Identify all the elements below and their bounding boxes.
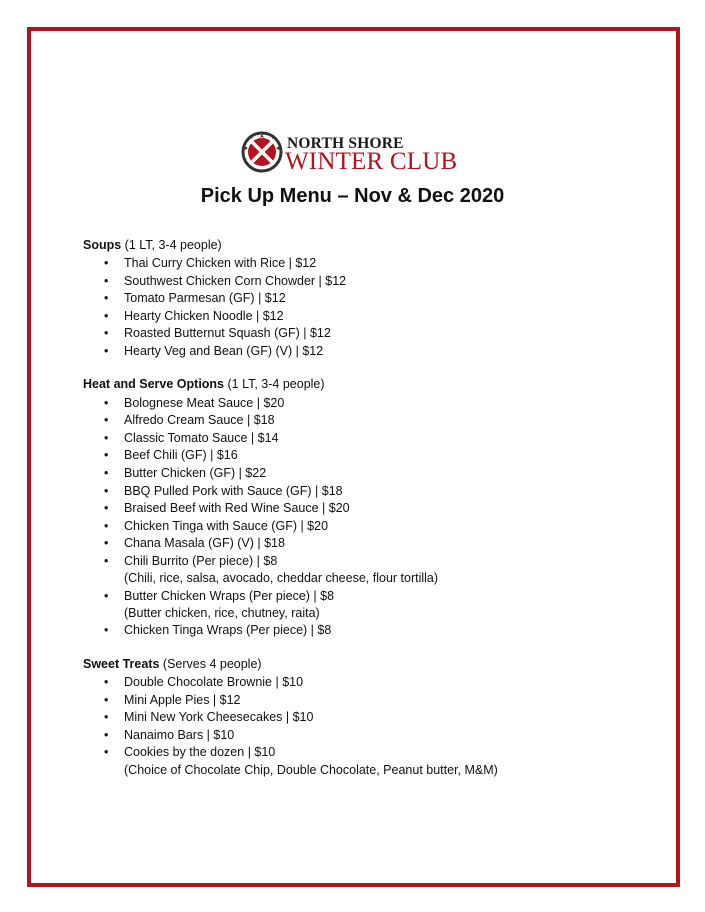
item-text: Double Chocolate Brownie | $10	[124, 675, 304, 689]
item-text: Hearty Chicken Noodle | $12	[124, 309, 284, 323]
item-text: Butter Chicken (GF) | $22	[124, 466, 267, 480]
heat-serve-heading-label: Heat and Serve Options	[83, 377, 225, 391]
list-item	[104, 256, 317, 270]
list-item	[104, 396, 285, 410]
bullet: •	[104, 466, 109, 480]
brand-line-1: NORTH SHORE	[287, 135, 404, 152]
item-text: Chili Burrito (Per piece) | $8	[124, 554, 278, 568]
list-item	[104, 466, 267, 480]
bullet: •	[104, 745, 109, 759]
bullet: •	[104, 675, 109, 689]
bullet: •	[104, 431, 109, 445]
soups-heading-label: Soups	[83, 238, 122, 252]
list-item	[104, 326, 331, 340]
item-text: Tomato Parmesan (GF) | $12	[124, 291, 286, 305]
sweet-treats-heading-detail: (Serves 4 people)	[159, 657, 262, 671]
bullet: •	[104, 693, 109, 707]
list-item	[104, 431, 279, 445]
item-text: Mini New York Cheesecakes | $10	[124, 710, 314, 724]
item-text: Cookies by the dozen | $10	[124, 745, 276, 759]
item-text: Nanaimo Bars | $10	[124, 728, 235, 742]
item-note: (Choice of Chocolate Chip, Double Chocolate, Peanut butter, M&M)	[124, 763, 498, 777]
item-text: Chicken Tinga with Sauce (GF) | $20	[124, 519, 329, 533]
item-text: Beef Chili (GF) | $16	[124, 448, 238, 462]
item-text: Chicken Tinga Wraps (Per piece) | $8	[124, 623, 332, 637]
crest-icon	[240, 130, 284, 174]
list-item	[104, 554, 278, 568]
bullet: •	[104, 484, 109, 498]
list-item	[104, 745, 276, 759]
bullet: •	[104, 728, 109, 742]
list-item	[104, 536, 285, 550]
item-text: Thai Curry Chicken with Rice | $12	[124, 256, 317, 270]
list-item	[104, 484, 343, 498]
bullet: •	[104, 413, 109, 427]
list-item	[104, 291, 286, 305]
bullet: •	[104, 274, 109, 288]
list-item	[104, 309, 284, 323]
page-title: Pick Up Menu – Nov & Dec 2020	[200, 185, 505, 207]
soups-heading	[83, 238, 222, 252]
list-item	[104, 501, 350, 515]
item-text: Chana Masala (GF) (V) | $18	[124, 536, 285, 550]
sweet-treats-heading	[83, 657, 262, 671]
bullet: •	[104, 256, 109, 270]
bullet: •	[104, 448, 109, 462]
bullet: •	[104, 623, 109, 637]
heat-serve-heading-detail: (1 LT, 3-4 people)	[224, 377, 325, 391]
bullet: •	[104, 536, 109, 550]
bullet: •	[104, 396, 109, 410]
item-text: Alfredo Cream Sauce | $18	[124, 413, 275, 427]
item-text: Butter Chicken Wraps (Per piece) | $8	[124, 589, 335, 603]
bullet: •	[104, 309, 109, 323]
list-item	[104, 728, 235, 742]
list-item	[104, 675, 304, 689]
bullet: •	[104, 554, 109, 568]
list-item	[104, 448, 238, 462]
brand-line-2: WINTER CLUB	[285, 148, 458, 175]
bullet: •	[104, 519, 109, 533]
list-item	[104, 274, 347, 288]
soups-heading-detail: (1 LT, 3-4 people)	[121, 238, 222, 252]
item-text: Hearty Veg and Bean (GF) (V) | $12	[124, 344, 324, 358]
item-note: (Butter chicken, rice, chutney, raita)	[124, 606, 320, 620]
sweet-treats-heading-label: Sweet Treats	[83, 657, 160, 671]
list-item	[104, 693, 241, 707]
bullet: •	[104, 589, 109, 603]
bullet: •	[104, 501, 109, 515]
item-text: Braised Beef with Red Wine Sauce | $20	[124, 501, 350, 515]
item-text: Roasted Butternut Squash (GF) | $12	[124, 326, 331, 340]
list-item	[104, 623, 332, 637]
list-item	[104, 589, 335, 603]
bullet: •	[104, 344, 109, 358]
list-item	[104, 519, 329, 533]
item-text: Southwest Chicken Corn Chowder | $12	[124, 274, 347, 288]
list-item	[104, 413, 275, 427]
bullet: •	[104, 291, 109, 305]
list-item	[104, 344, 324, 358]
bullet: •	[104, 710, 109, 724]
bullet: •	[104, 326, 109, 340]
item-text: Bolognese Meat Sauce | $20	[124, 396, 285, 410]
item-text: Mini Apple Pies | $12	[124, 693, 241, 707]
item-text: BBQ Pulled Pork with Sauce (GF) | $18	[124, 484, 343, 498]
list-item	[104, 710, 314, 724]
club-logo	[240, 130, 475, 178]
item-note: (Chili, rice, salsa, avocado, cheddar cheese, flour tortilla)	[124, 571, 439, 585]
item-text: Classic Tomato Sauce | $14	[124, 431, 279, 445]
heat-serve-heading	[83, 377, 325, 391]
